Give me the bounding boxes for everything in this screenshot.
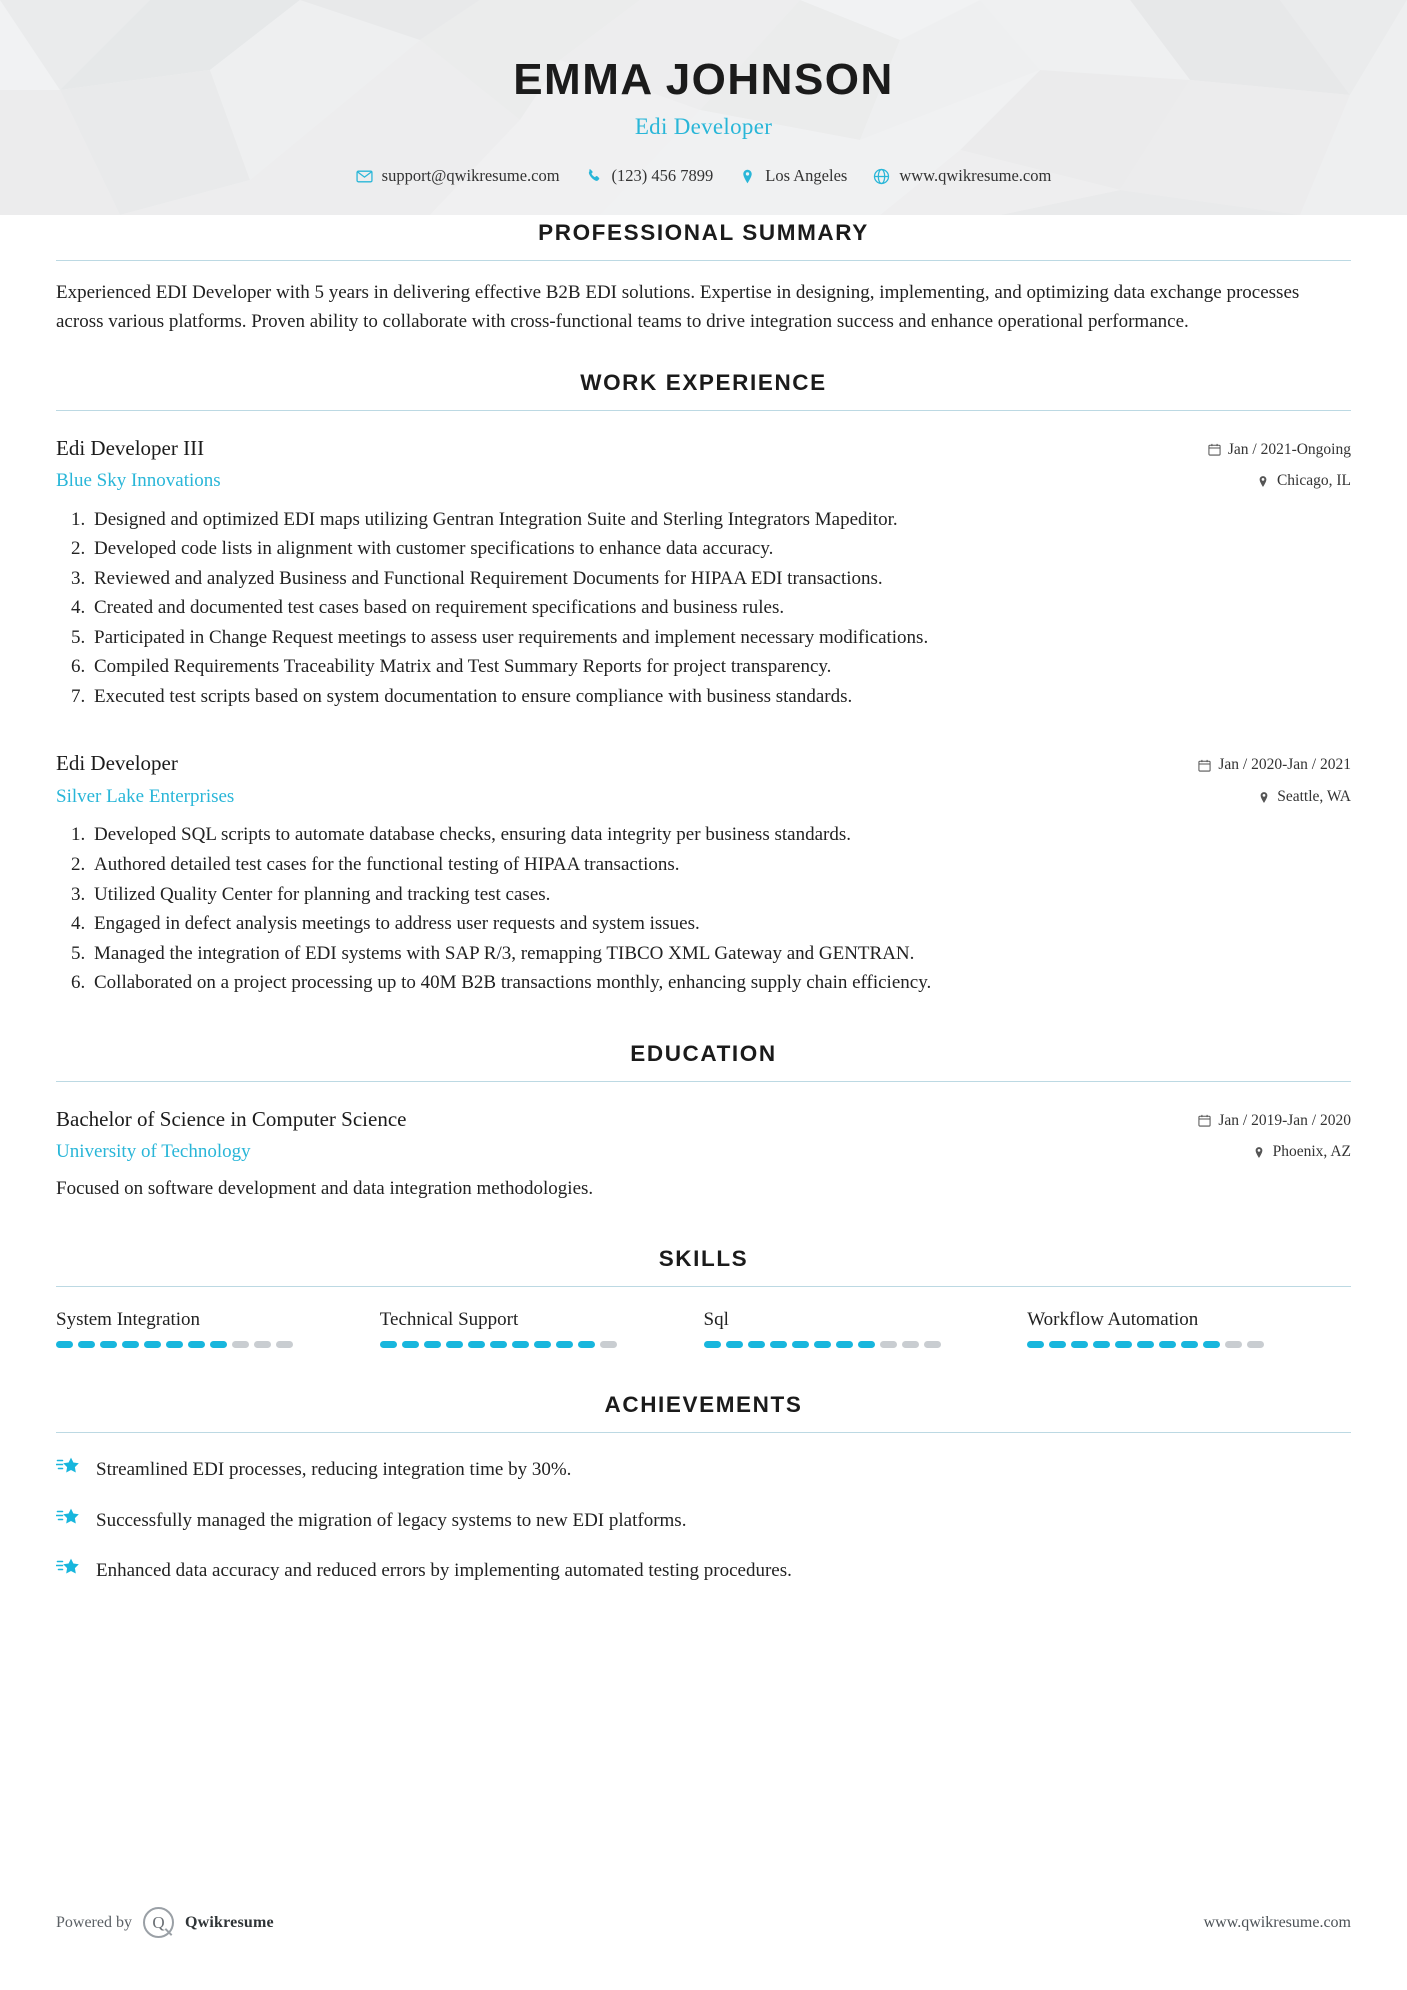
- education-dates: [1151, 1110, 1351, 1132]
- star-icon: [56, 1454, 82, 1480]
- list-item: 3. Reviewed and analyzed Business and Functional Requirement Documents for HIPAA EDI transactions.: [90, 565, 1351, 593]
- skill-segment: [1225, 1341, 1242, 1348]
- skill-item: [56, 1309, 380, 1348]
- section-heading: EDUCATION: [630, 1040, 777, 1066]
- qwikresume-logo-icon: Q: [143, 1907, 174, 1938]
- list-item: [56, 1556, 1351, 1585]
- experience-bullets: [56, 821, 1351, 996]
- skill-level-bar: [704, 1341, 984, 1348]
- section-divider: [56, 1432, 1351, 1433]
- skill-segment: [1247, 1341, 1264, 1348]
- skill-segment: [924, 1341, 941, 1348]
- education-school: University of Technology: [56, 1140, 251, 1162]
- skill-segment: [858, 1341, 875, 1348]
- skill-segment: [1181, 1341, 1198, 1348]
- summary-text: Experienced EDI Developer with 5 years in delivering effective B2B EDI solutions. Expertise in designing, implementing, and optimizing data exchange processes across various platforms. Proven ability to collaborate with cross-functional teams to drive integration success and enhance operational performance.: [56, 282, 1300, 332]
- globe-icon: [873, 168, 890, 185]
- skill-segment: [704, 1341, 721, 1348]
- experience-dates: [1151, 754, 1351, 776]
- skill-segment: [232, 1341, 249, 1348]
- education-degree: Bachelor of Science in Computer Science: [56, 1106, 407, 1131]
- skill-segment: [78, 1341, 95, 1348]
- list-item: 1. Designed and optimized EDI maps utilizing Gentran Integration Suite and Sterling Integrators Mapeditor.: [90, 506, 1351, 534]
- skill-segment: [122, 1341, 139, 1348]
- skill-segment: [56, 1341, 73, 1348]
- section-heading: ACHIEVEMENTS: [604, 1392, 803, 1418]
- page-title: EMMA JOHNSON: [513, 55, 894, 104]
- contact-bar: [56, 166, 1351, 186]
- skill-segment: [254, 1341, 271, 1348]
- mail-icon: [356, 168, 373, 185]
- section-work-experience: [56, 370, 1351, 997]
- skill-label: Technical Support: [379, 1309, 519, 1331]
- experience-entry: [56, 435, 1351, 711]
- skill-segment: [600, 1341, 617, 1348]
- contact-website-text: www.qwikresume.com: [899, 166, 1052, 186]
- skill-segment: [1159, 1341, 1176, 1348]
- section-skills: [56, 1246, 1351, 1348]
- education-location: [1151, 1141, 1351, 1163]
- list-item: 4. Engaged in defect analysis meetings to address user requests and system issues.: [90, 910, 1351, 938]
- experience-location: [1151, 470, 1351, 492]
- section-heading: WORK EXPERIENCE: [580, 369, 827, 395]
- location-pin-icon: [1257, 790, 1270, 804]
- star-icon: [56, 1505, 82, 1531]
- list-item: 7. Executed test scripts based on system documentation to ensure compliance with business standards.: [90, 683, 1351, 711]
- skill-segment: [446, 1341, 463, 1348]
- skill-segment: [210, 1341, 227, 1348]
- contact-email-text: support@qwikresume.com: [381, 166, 560, 186]
- section-professional-summary: [56, 220, 1351, 335]
- experience-location-text: Chicago, IL: [1276, 472, 1351, 490]
- skill-segment: [490, 1341, 507, 1348]
- experience-entry: [56, 750, 1351, 996]
- list-item: [56, 1455, 1351, 1484]
- skill-segment: [380, 1341, 397, 1348]
- calendar-icon: [1198, 759, 1211, 773]
- section-heading: PROFESSIONAL SUMMARY: [538, 220, 869, 246]
- experience-dates: [1151, 439, 1351, 461]
- list-item: 6. Collaborated on a project processing up to 40M B2B transactions monthly, enhancing supply chain efficiency.: [90, 969, 1351, 997]
- section-heading: SKILLS: [658, 1246, 749, 1272]
- education-description: Focused on software development and data integration methodologies.: [56, 1177, 594, 1199]
- powered-by-block[interactable]: [56, 1907, 274, 1938]
- list-item: 6. Compiled Requirements Traceability Matrix and Test Summary Reports for project transparency.: [90, 653, 1351, 681]
- skill-segment: [1071, 1341, 1088, 1348]
- section-divider: [56, 1286, 1351, 1287]
- achievement-text: Enhanced data accuracy and reduced errors by implementing automated testing procedures.: [96, 1560, 792, 1582]
- section-achievements: [56, 1392, 1351, 1585]
- skill-label: Sql: [703, 1309, 729, 1331]
- skill-segment: [144, 1341, 161, 1348]
- list-item: 5. Managed the integration of EDI systems with SAP R/3, remapping TIBCO XML Gateway and GENTRAN.: [90, 940, 1351, 968]
- skill-item: [380, 1309, 704, 1348]
- page-footer: [0, 1907, 1407, 1938]
- skill-segment: [1203, 1341, 1220, 1348]
- skill-label: Workflow Automation: [1027, 1309, 1199, 1331]
- contact-phone-text: (123) 456 7899: [611, 166, 714, 186]
- skills-grid: [56, 1309, 1351, 1348]
- skill-item: [704, 1309, 1028, 1348]
- skill-segment: [880, 1341, 897, 1348]
- skill-level-bar: [380, 1341, 660, 1348]
- skill-label: System Integration: [56, 1309, 201, 1331]
- skill-segment: [512, 1341, 529, 1348]
- section-education: [56, 1041, 1351, 1203]
- experience-company: Silver Lake Enterprises: [56, 785, 235, 807]
- achievement-text: Streamlined EDI processes, reducing integration time by 30%.: [96, 1459, 572, 1481]
- skill-segment: [188, 1341, 205, 1348]
- skill-segment: [402, 1341, 419, 1348]
- education-entry: [56, 1106, 1351, 1203]
- list-item: 5. Participated in Change Request meetings to assess user requirements and implement necessary modifications.: [90, 624, 1351, 652]
- skill-level-bar: [1027, 1341, 1351, 1348]
- skill-segment: [578, 1341, 595, 1348]
- skill-segment: [534, 1341, 551, 1348]
- skill-segment: [424, 1341, 441, 1348]
- section-divider: [56, 1081, 1351, 1082]
- skill-segment: [100, 1341, 117, 1348]
- experience-dates-text: Jan / 2020-Jan / 2021: [1218, 756, 1351, 774]
- skill-segment: [556, 1341, 573, 1348]
- skill-segment: [1049, 1341, 1066, 1348]
- skill-segment: [748, 1341, 765, 1348]
- skill-segment: [726, 1341, 743, 1348]
- calendar-icon: [1208, 443, 1221, 457]
- experience-location: [1151, 786, 1351, 808]
- phone-icon: [586, 168, 603, 185]
- achievement-text: Successfully managed the migration of legacy systems to new EDI platforms.: [96, 1509, 687, 1531]
- skill-segment: [814, 1341, 831, 1348]
- skill-item: [1027, 1309, 1351, 1348]
- skill-segment: [1093, 1341, 1110, 1348]
- contact-phone[interactable]: [586, 166, 714, 186]
- education-dates-text: Jan / 2019-Jan / 2020: [1218, 1111, 1351, 1129]
- skill-segment: [1137, 1341, 1154, 1348]
- location-pin-icon: [1257, 474, 1270, 488]
- job-title: Edi Developer: [634, 114, 773, 140]
- list-item: 2. Developed code lists in alignment with customer specifications to enhance data accuracy.: [90, 535, 1351, 563]
- experience-role: Edi Developer III: [56, 435, 205, 460]
- skill-level-bar: [56, 1341, 336, 1348]
- skill-segment: [1027, 1341, 1044, 1348]
- experience-company: Blue Sky Innovations: [56, 469, 221, 491]
- brand-name[interactable]: Qwikresume: [184, 1913, 274, 1931]
- contact-website[interactable]: [873, 166, 1051, 186]
- list-item: 1. Developed SQL scripts to automate database checks, ensuring data integrity per business standards.: [90, 821, 1351, 849]
- contact-location: [739, 166, 847, 186]
- list-item: 2. Authored detailed test cases for the functional testing of HIPAA transactions.: [90, 851, 1351, 879]
- list-item: 4. Created and documented test cases based on requirement specifications and business rules.: [90, 594, 1351, 622]
- skill-segment: [468, 1341, 485, 1348]
- education-location-text: Phoenix, AZ: [1272, 1143, 1351, 1161]
- skill-segment: [1115, 1341, 1132, 1348]
- section-divider: [56, 410, 1351, 411]
- location-pin-icon: [1253, 1145, 1266, 1159]
- calendar-icon: [1198, 1114, 1211, 1128]
- list-item: 3. Utilized Quality Center for planning and tracking test cases.: [90, 881, 1351, 909]
- footer-website-url[interactable]: www.qwikresume.com: [1203, 1913, 1351, 1931]
- skill-segment: [276, 1341, 293, 1348]
- star-icon: [56, 1555, 82, 1581]
- skill-segment: [770, 1341, 787, 1348]
- contact-email[interactable]: [356, 166, 560, 186]
- list-item: [56, 1506, 1351, 1535]
- contact-location-text: Los Angeles: [765, 166, 848, 186]
- skill-segment: [836, 1341, 853, 1348]
- section-divider: [56, 260, 1351, 261]
- skill-segment: [902, 1341, 919, 1348]
- skill-segment: [792, 1341, 809, 1348]
- experience-bullets: [56, 506, 1351, 711]
- experience-dates-text: Jan / 2021-Ongoing: [1227, 440, 1351, 458]
- achievements-list: [56, 1455, 1351, 1585]
- powered-by-label: Powered by: [56, 1913, 132, 1931]
- experience-location-text: Seattle, WA: [1277, 787, 1351, 805]
- experience-role: Edi Developer: [56, 751, 178, 776]
- skill-segment: [166, 1341, 183, 1348]
- location-pin-icon: [739, 168, 756, 185]
